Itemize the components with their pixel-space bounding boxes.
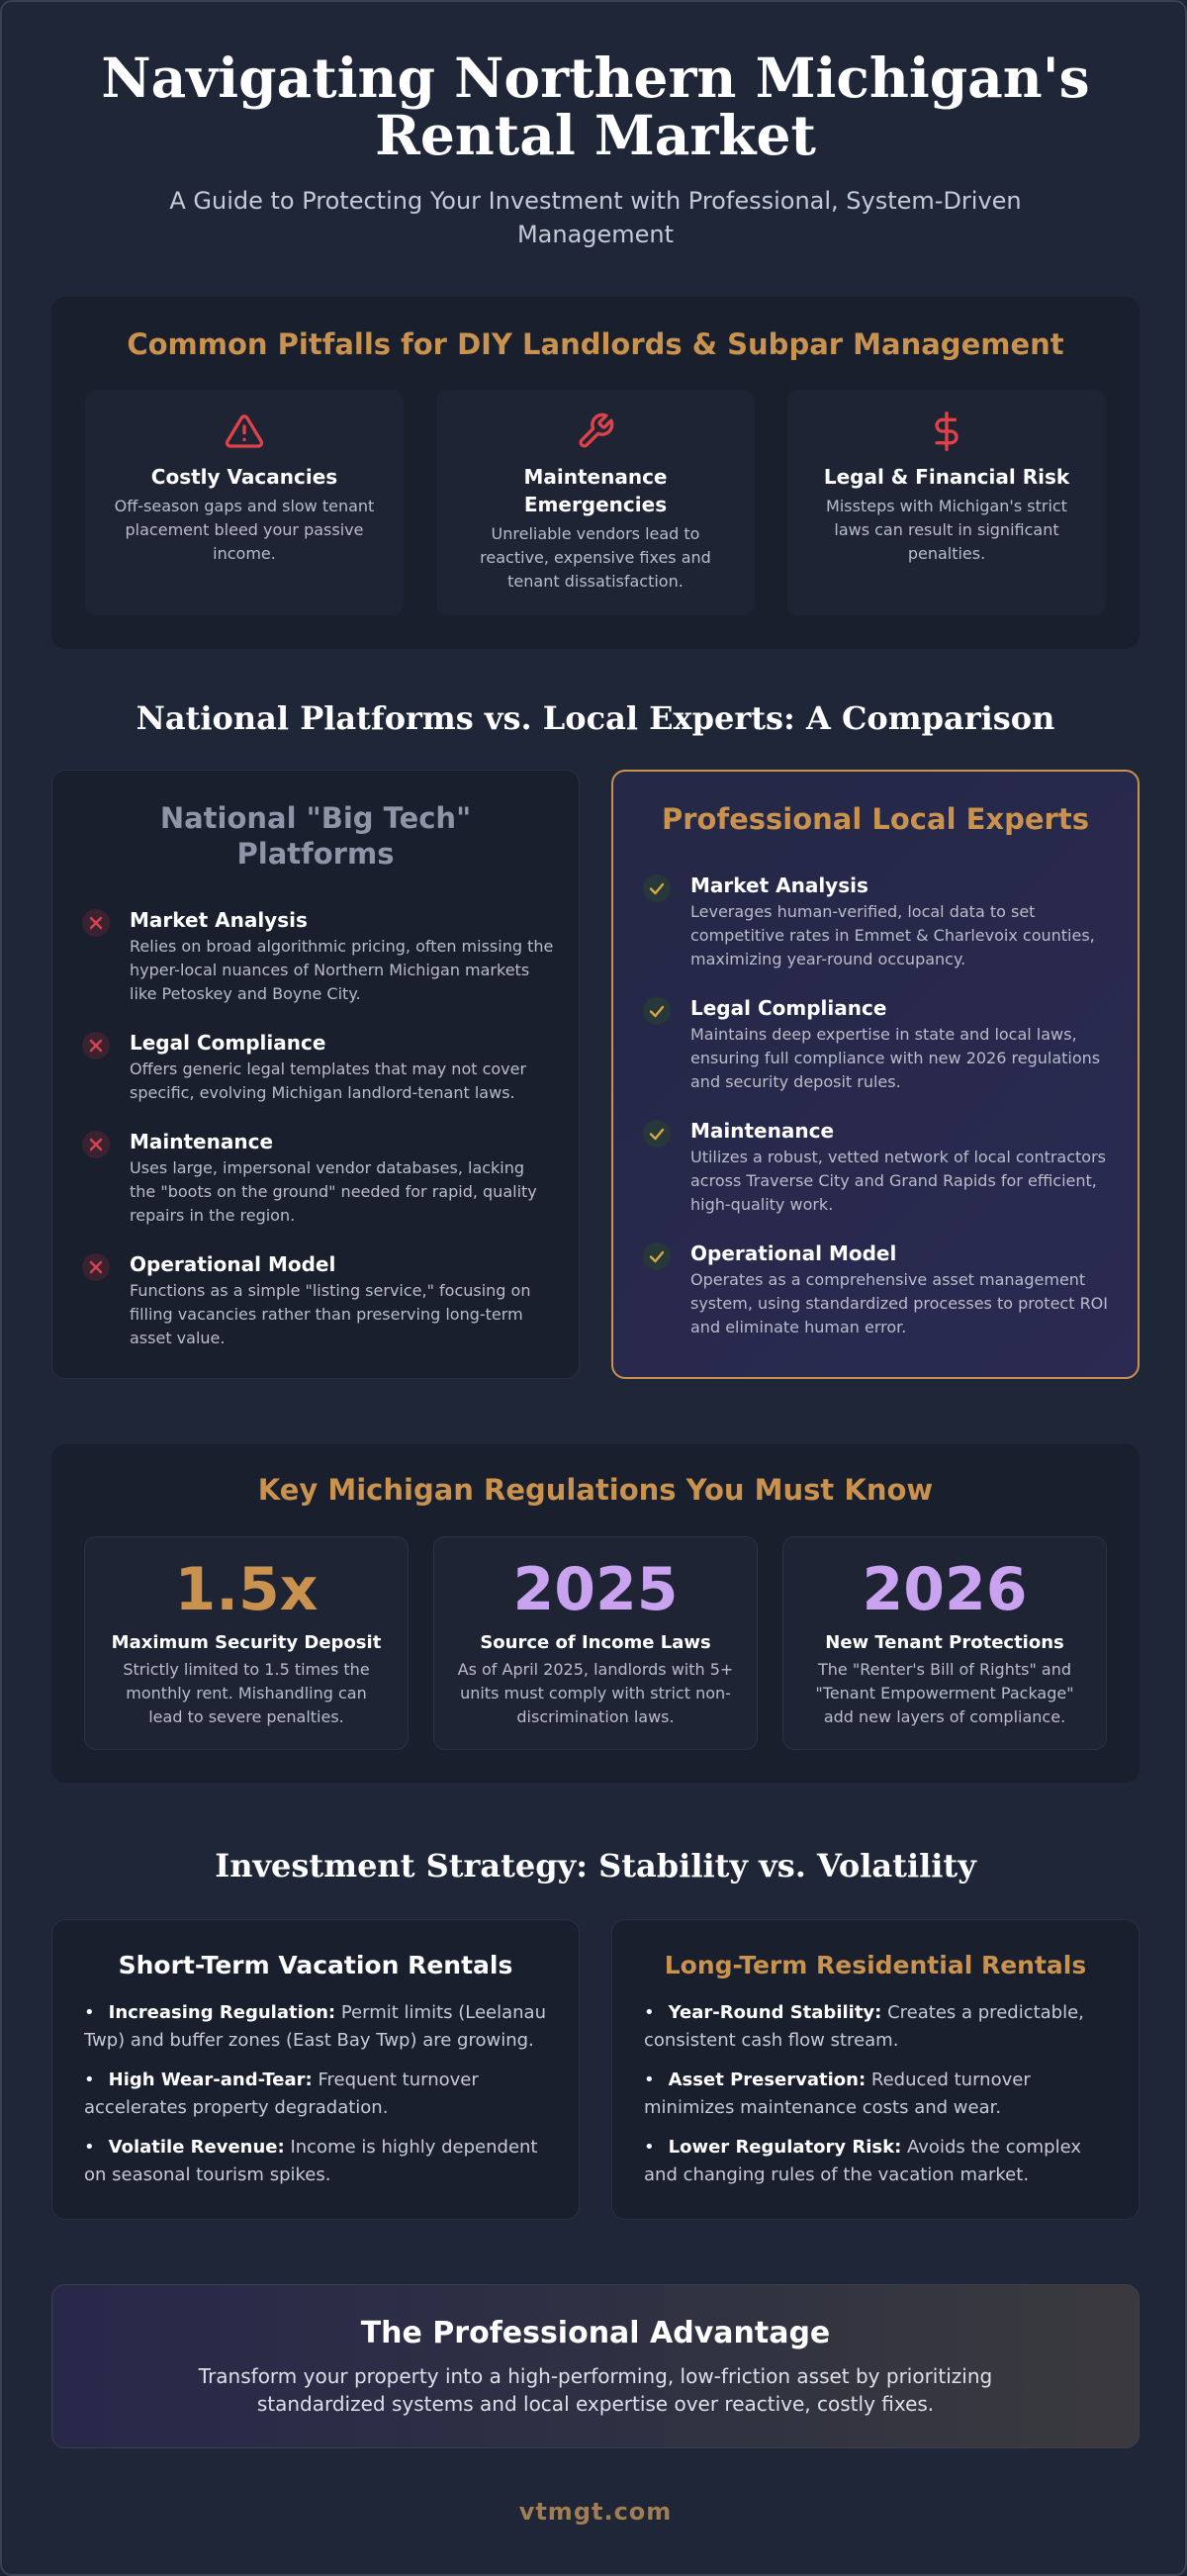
regulation-desc: The "Renter's Bill of Rights" and "Tenant Empowerment Package" add new layers of compliance.: [815, 1660, 1074, 1726]
long-term-card: [611, 1919, 1140, 2220]
local-item-title: Operational Model: [690, 1242, 897, 1265]
regulation-card-deposit: [84, 1536, 409, 1750]
list-item-text: Frequent turnover accelerates property degradation.: [84, 2070, 479, 2118]
check-mark-icon: [643, 874, 671, 902]
regulations-title: Key Michigan Regulations You Must Know: [257, 1473, 934, 1507]
comparison-title: National Platforms vs. Local Experts: A Comparison: [136, 699, 1055, 737]
pitfall-title: Maintenance Emergencies: [523, 465, 668, 516]
page-subtitle: A Guide to Protecting Your Investment with Professional, System-Driven Management: [169, 187, 1022, 248]
local-experts-card: [611, 770, 1140, 1379]
national-item-desc: Uses large, impersonal vendor databases, lacking the "boots on the ground" needed for rapid, quality repairs in the region.: [130, 1158, 537, 1225]
national-item-desc: Offers generic legal templates that may not cover specific, evolving Michigan landlord-tenant laws.: [130, 1059, 527, 1102]
national-item-title: Operational Model: [130, 1252, 336, 1276]
pitfall-card-maintenance: [436, 390, 755, 615]
regulation-card-tenant: [782, 1536, 1107, 1750]
local-item-desc: Utilizes a robust, vetted network of local contractors across Traverse City and Grand Rapids for efficient, high-quality work.: [690, 1148, 1107, 1214]
check-mark-icon: [643, 997, 671, 1025]
list-item-bold: Volatile Revenue:: [108, 2137, 285, 2158]
list-item: • Lower Regulatory Risk: Avoids the complex and changing rules of the vacation market.: [644, 2137, 1082, 2185]
pitfall-card-vacancies: [85, 390, 404, 615]
list-item: • Year-Round Stability: Creates a predictable, consistent cash flow stream.: [644, 2002, 1084, 2051]
advantage-title: The Professional Advantage: [360, 2316, 831, 2350]
list-item: • Asset Preservation: Reduced turnover minimizes maintenance costs and wear.: [644, 2070, 1031, 2118]
national-item-desc: Relies on broad algorithmic pricing, often missing the hyper-local nuances of Northern Michigan markets like Petoskey and Boyne City.: [130, 937, 554, 1003]
pitfall-desc: Unreliable vendors lead to reactive, expensive fixes and tenant dissatisfaction.: [480, 524, 711, 591]
wrench-icon: [576, 412, 615, 451]
list-item-text: Income is highly dependent on seasonal tourism spikes.: [84, 2137, 538, 2185]
x-mark-icon: [82, 1131, 110, 1158]
list-item-text: Creates a predictable, consistent cash flow stream.: [644, 2002, 1084, 2051]
regulation-title: New Tenant Protections: [825, 1632, 1064, 1653]
list-item-bold: Increasing Regulation:: [108, 2002, 336, 2023]
long-term-title: Long-Term Residential Rentals: [664, 1951, 1087, 1979]
local-item-title: Market Analysis: [690, 874, 868, 897]
investment-title: Investment Strategy: Stability vs. Volatility: [215, 1847, 976, 1885]
list-item-text: Reduced turnover minimizes maintenance costs and wear.: [644, 2070, 1031, 2118]
list-item-bold: Year-Round Stability:: [668, 2002, 882, 2023]
x-mark-icon: [82, 909, 110, 937]
dollar-icon: [927, 412, 966, 451]
check-mark-icon: [643, 1242, 671, 1270]
local-item-desc: Operates as a comprehensive asset management system, using standardized processes to protect ROI and eliminate human error.: [690, 1270, 1108, 1336]
advantage-text: Transform your property into a high-performing, low-friction asset by prioritizing standardized systems and local expertise over reactive, costly fixes.: [198, 2364, 993, 2416]
page-title: Navigating Northern Michigan's Rental Market: [101, 46, 1090, 167]
x-mark-icon: [82, 1253, 110, 1281]
national-item-title: Legal Compliance: [130, 1031, 326, 1055]
regulation-value: 1.5x: [174, 1555, 319, 1624]
pitfalls-title: Common Pitfalls for DIY Landlords & Subpar Management: [127, 327, 1064, 361]
local-item-desc: Maintains deep expertise in state and local laws, ensuring full compliance with new 2026 regulations and security deposit rules.: [690, 1025, 1101, 1091]
regulation-desc: As of April 2025, landlords with 5+ units must comply with strict non-discrimination laws.: [457, 1660, 734, 1726]
pitfall-card-legal: [787, 390, 1106, 615]
local-item-title: Legal Compliance: [690, 996, 887, 1020]
local-item-title: Maintenance: [690, 1119, 835, 1143]
pitfall-title: Legal & Financial Risk: [823, 465, 1070, 489]
pitfall-desc: Missteps with Michigan's strict laws can result in significant penalties.: [826, 497, 1067, 563]
regulation-desc: Strictly limited to 1.5 times the monthly rent. Mishandling can lead to severe penalties.: [123, 1660, 370, 1726]
warning-icon: [225, 412, 264, 451]
list-item: • High Wear-and-Tear: Frequent turnover accelerates property degradation.: [84, 2070, 479, 2118]
list-item: • Volatile Revenue: Income is highly dependent on seasonal tourism spikes.: [84, 2137, 538, 2185]
local-title: Professional Local Experts: [662, 802, 1089, 836]
national-item-title: Market Analysis: [130, 908, 308, 932]
national-item-title: Maintenance: [130, 1130, 274, 1153]
long-term-list: [644, 1999, 1111, 2201]
list-item-bold: Asset Preservation:: [668, 2070, 867, 2090]
list-item: • Increasing Regulation: Permit limits (Leelanau Twp) and buffer zones (East Bay Twp) are growing.: [84, 2002, 546, 2051]
footer-site-link[interactable]: vtmgt.com: [518, 2498, 673, 2526]
national-item-desc: Functions as a simple "listing service," focusing on filling vacancies rather than preserving long-term asset value.: [130, 1281, 531, 1347]
pitfall-desc: Off-season gaps and slow tenant placement bleed your passive income.: [114, 497, 375, 563]
x-mark-icon: [82, 1032, 110, 1059]
local-item-desc: Leverages human-verified, local data to set competitive rates in Emmet & Charlevoix counties, maximizing year-round occupancy.: [690, 902, 1095, 968]
national-title: National "Big Tech" Platforms: [159, 801, 472, 871]
list-item-bold: Lower Regulatory Risk:: [668, 2137, 902, 2158]
regulation-title: Source of Income Laws: [480, 1632, 711, 1653]
list-item-text: Avoids the complex and changing rules of the vacation market.: [644, 2137, 1082, 2185]
short-term-title: Short-Term Vacation Rentals: [118, 1951, 513, 1979]
regulation-title: Maximum Security Deposit: [111, 1632, 382, 1653]
check-mark-icon: [643, 1120, 671, 1148]
pitfall-title: Costly Vacancies: [150, 465, 338, 489]
regulation-value: 2026: [862, 1555, 1028, 1624]
professional-advantage-banner: [51, 2284, 1140, 2448]
regulation-value: 2025: [512, 1555, 679, 1624]
national-platforms-card: [51, 770, 580, 1379]
list-item-bold: High Wear-and-Tear:: [108, 2070, 313, 2090]
list-item-text: Permit limits (Leelanau Twp) and buffer zones (East Bay Twp) are growing.: [84, 2002, 546, 2051]
short-term-list: [84, 1999, 551, 2201]
short-term-card: [51, 1919, 580, 2220]
regulation-card-income: [433, 1536, 758, 1750]
